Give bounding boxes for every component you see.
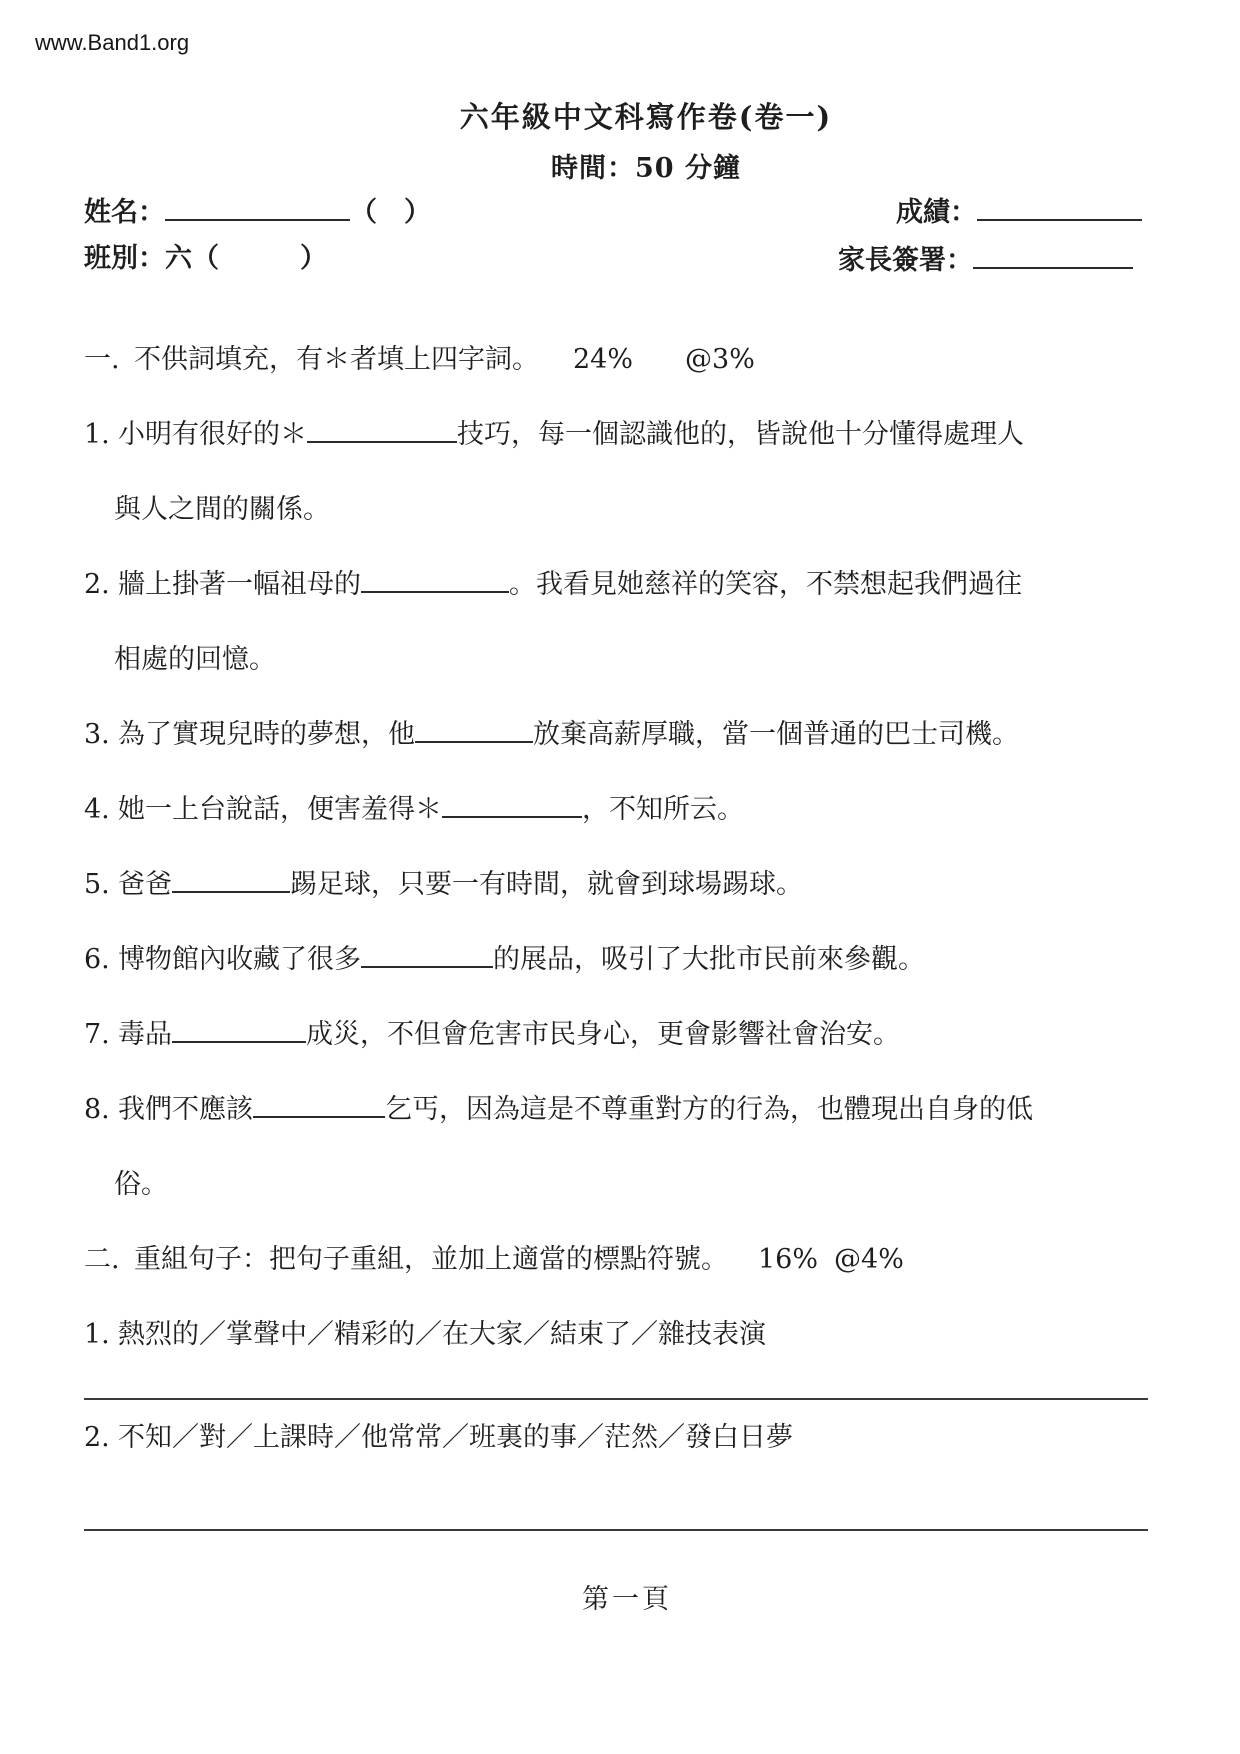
class-row	[84, 236, 327, 275]
question-line	[84, 772, 1170, 847]
section2-heading	[84, 1222, 1170, 1297]
fill-blank	[361, 591, 509, 593]
name-blank	[165, 219, 350, 221]
question-text: 牆上掛著一幅祖母的	[118, 569, 361, 600]
question-text: 的展品，吸引了大批市民前來參觀。	[493, 944, 925, 975]
question-text: ，不知所云。	[582, 794, 744, 825]
question-number: 2.	[84, 1422, 110, 1453]
question-text: 相處的回憶。	[114, 644, 276, 675]
fill-blank	[361, 966, 493, 968]
name-class-number-parens: （ ）	[350, 197, 431, 228]
section2-question-list	[84, 1297, 1170, 1531]
section2-per-item-score: @4%	[834, 1244, 904, 1275]
page-number: 第一頁	[582, 1584, 672, 1615]
fill-blank	[172, 1041, 306, 1043]
question-line	[84, 547, 1170, 622]
question-text: 放棄高薪厚職，當一個普通的巴士司機。	[533, 719, 1019, 750]
question-line	[84, 997, 1170, 1072]
question-line	[84, 697, 1170, 772]
question-text: 為了實現兒時的夢想，他	[118, 719, 415, 750]
section2-instructions: 重組句子：把句子重組，並加上適當的標點符號。	[134, 1244, 728, 1275]
question-line	[84, 622, 1170, 697]
question-text: 爸爸	[118, 869, 172, 900]
exam-body	[84, 322, 1170, 1616]
question-number: 6.	[84, 944, 110, 975]
site-watermark: www.Band1.org	[35, 30, 190, 55]
question-text: 博物館內收藏了很多	[118, 944, 361, 975]
section1-question-list	[84, 397, 1170, 1222]
question-text: 她一上台說話，便害羞得＊	[118, 794, 442, 825]
section1-heading	[84, 322, 1170, 397]
fill-blank	[415, 741, 533, 743]
question-number: 3.	[84, 719, 110, 750]
question-text: 俗。	[114, 1169, 168, 1200]
question-line	[84, 847, 1170, 922]
fill-blank	[172, 891, 290, 893]
question-text: 我們不應該	[118, 1094, 253, 1125]
question-text: 不知／對／上課時／他常常／班裏的事／茫然／發白日夢	[118, 1422, 793, 1453]
question-number: 7.	[84, 1019, 110, 1050]
answer-line	[84, 1529, 1148, 1531]
question-text: 踢足球，只要一有時間，就會到球場踢球。	[290, 869, 803, 900]
section1-number: 一.	[84, 344, 120, 375]
question-text: 毒品	[118, 1019, 172, 1050]
question-text: 熱烈的／掌聲中／精彩的／在大家／結束了／雜技表演	[118, 1319, 766, 1350]
section1-per-item-score: @3%	[685, 344, 755, 375]
fill-blank	[307, 441, 457, 443]
section2-score: 16%	[758, 1244, 819, 1275]
question-number: 4.	[84, 794, 110, 825]
parent-signature-row	[838, 238, 1133, 277]
name-label: 姓名：	[84, 197, 165, 228]
fill-blank	[442, 816, 582, 818]
question-number: 1.	[84, 419, 110, 450]
question-number: 1.	[84, 1319, 110, 1350]
parent-signature-blank	[973, 267, 1133, 269]
question-line	[84, 1072, 1170, 1147]
question-line	[84, 397, 1170, 472]
name-row	[84, 190, 431, 229]
question-text: 。我看見她慈祥的笑容，不禁想起我們過往	[509, 569, 1022, 600]
fill-blank	[253, 1116, 385, 1118]
question-line	[84, 472, 1170, 547]
question-number: 5.	[84, 869, 110, 900]
question-text: 乞丐，因為這是不尊重對方的行為，也體現出自身的低	[385, 1094, 1033, 1125]
section1-score: 24%	[573, 344, 634, 375]
score-row	[896, 190, 1142, 229]
question-text: 技巧，每一個認識他的，皆說他十分懂得處理人	[457, 419, 1024, 450]
question-number: 2.	[84, 569, 110, 600]
question-number: 8.	[84, 1094, 110, 1125]
question-text: 小明有很好的＊	[118, 419, 307, 450]
score-blank	[977, 219, 1142, 221]
question-line	[84, 922, 1170, 997]
question-text: 成災，不但會危害市民身心，更會影響社會治安。	[306, 1019, 900, 1050]
question-line	[84, 1147, 1170, 1222]
section1-instructions: 不供詞填充，有＊者填上四字詞。	[134, 344, 539, 375]
parent-signature-label: 家長簽署：	[838, 245, 973, 276]
score-label: 成績：	[896, 197, 977, 228]
question-line	[84, 1400, 1170, 1475]
question-text: 與人之間的關係。	[114, 494, 330, 525]
page-title: 六年級中文科寫作卷(卷一)	[459, 100, 833, 134]
section2-number: 二.	[84, 1244, 120, 1275]
question-line	[84, 1297, 1170, 1372]
class-label: 班別：六（ ）	[84, 243, 327, 274]
time-limit-label: 時間：50 分鐘	[551, 153, 741, 184]
